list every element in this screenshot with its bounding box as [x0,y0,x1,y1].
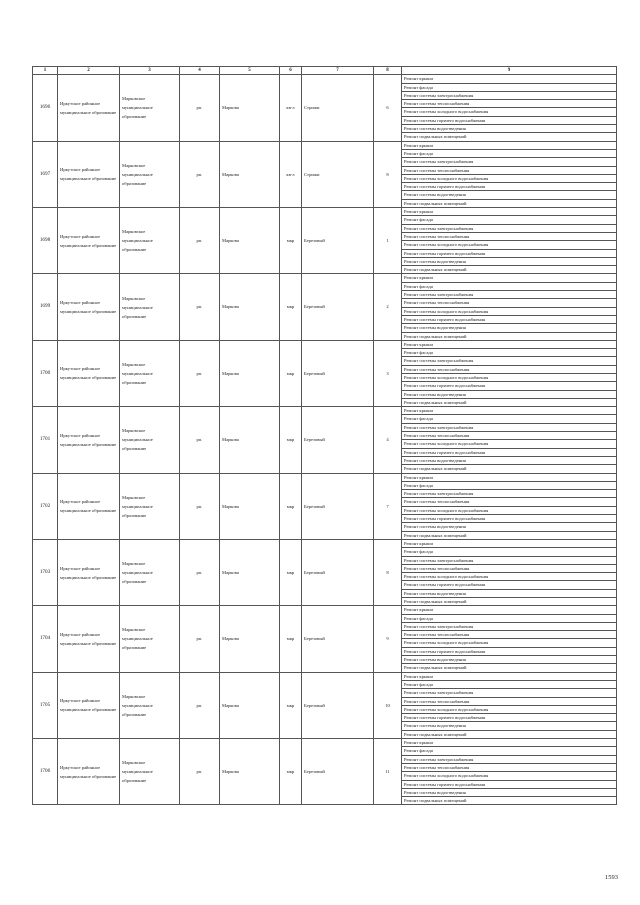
street-cell: Стрижи [302,141,374,207]
table-row [33,208,617,216]
municipality-cell: Марковское муниципальное образование [120,141,180,207]
table-row [33,739,617,747]
work-type-cell: Ремонт системы горячего водоснабжения [402,382,617,390]
work-type-cell: Ремонт системы горячего водоснабжения [402,515,617,523]
work-type-cell: Ремонт системы водоотведения [402,191,617,199]
street-cell: Березовый [302,208,374,274]
work-type-cell: Ремонт системы водоотведения [402,257,617,265]
header-cell-7: 7 [302,67,374,75]
work-type-cell: Ремонт системы горячего водоснабжения [402,116,617,124]
district-cell: Иркутское районное муниципальное образование [58,141,120,207]
table-row [33,539,617,547]
work-type-cell: Ремонт системы теплоснабжения [402,166,617,174]
row-number-cell: 1697 [33,141,58,207]
work-type-cell: Ремонт системы теплоснабжения [402,697,617,705]
street-cell: Березовый [302,739,374,805]
street-type-cell: мкр [280,739,302,805]
work-type-cell: Ремонт системы электроснабжения [402,423,617,431]
street-type-cell: мкр [280,274,302,340]
work-type-cell: Ремонт системы холодного водоснабжения [402,440,617,448]
work-type-cell: Ремонт фасада [402,415,617,423]
district-cell: Иркутское районное муниципальное образование [58,473,120,539]
work-type-cell: Ремонт крыши [402,539,617,547]
work-type-cell: Ремонт системы теплоснабжения [402,432,617,440]
work-type-cell: Ремонт системы холодного водоснабжения [402,573,617,581]
settlement-type-cell: рп. [180,274,220,340]
work-type-cell: Ремонт системы горячего водоснабжения [402,780,617,788]
work-type-cell: Ремонт системы холодного водоснабжения [402,241,617,249]
work-type-cell: Ремонт системы теплоснабжения [402,299,617,307]
work-type-cell: Ремонт системы горячего водоснабжения [402,714,617,722]
header-cell-8: 8 [374,67,402,75]
district-cell: Иркутское районное муниципальное образование [58,407,120,473]
work-type-cell: Ремонт системы теплоснабжения [402,763,617,771]
street-cell: Березовый [302,340,374,406]
work-type-cell: Ремонт подвальных помещений [402,598,617,606]
work-type-cell: Ремонт системы теплоснабжения [402,498,617,506]
table-row [33,606,617,614]
work-type-cell: Ремонт системы горячего водоснабжения [402,183,617,191]
street-cell: Березовый [302,274,374,340]
work-type-cell: Ремонт системы горячего водоснабжения [402,581,617,589]
work-type-cell: Ремонт крыши [402,606,617,614]
work-type-cell: Ремонт системы водоотведения [402,788,617,796]
work-type-cell: Ремонт подвальных помещений [402,531,617,539]
street-type-cell: мкр [280,539,302,605]
district-cell: Иркутское районное муниципальное образование [58,340,120,406]
work-type-cell: Ремонт системы электроснабжения [402,622,617,630]
work-type-cell: Ремонт фасада [402,680,617,688]
work-type-cell: Ремонт системы электроснабжения [402,158,617,166]
settlement-type-cell: рп. [180,739,220,805]
work-type-cell: Ремонт крыши [402,274,617,282]
header-cell-5: 5 [220,67,280,75]
work-type-cell: Ремонт подвальных помещений [402,332,617,340]
street-type-cell: кв-л [280,141,302,207]
street-type-cell: кв-л [280,75,302,141]
header-row [33,67,617,75]
municipality-cell: Марковское муниципальное образование [120,739,180,805]
district-cell: Иркутское районное муниципальное образование [58,75,120,141]
row-number-cell: 1705 [33,672,58,738]
row-number-cell: 1701 [33,407,58,473]
work-type-cell: Ремонт системы электроснабжения [402,755,617,763]
settlement-type-cell: рп. [180,141,220,207]
work-type-cell: Ремонт системы холодного водоснабжения [402,772,617,780]
settlement-cell: Маркова [220,141,280,207]
work-type-cell: Ремонт крыши [402,141,617,149]
row-number-cell: 1699 [33,274,58,340]
header-cell-9: 9 [402,67,617,75]
district-cell: Иркутское районное муниципальное образование [58,539,120,605]
settlement-cell: Маркова [220,340,280,406]
table-row [33,407,617,415]
work-type-cell: Ремонт фасада [402,548,617,556]
settlement-cell: Маркова [220,672,280,738]
house-number-cell: 3 [374,340,402,406]
municipality-cell: Марковское муниципальное образование [120,75,180,141]
municipality-cell: Марковское муниципальное образование [120,539,180,605]
work-type-cell: Ремонт системы водоотведения [402,456,617,464]
settlement-type-cell: рп. [180,539,220,605]
row-number-cell: 1703 [33,539,58,605]
work-type-cell: Ремонт системы электроснабжения [402,357,617,365]
house-number-cell: 1 [374,208,402,274]
district-cell: Иркутское районное муниципальное образование [58,739,120,805]
municipality-cell: Марковское муниципальное образование [120,274,180,340]
work-type-cell: Ремонт подвальных помещений [402,664,617,672]
work-type-cell: Ремонт подвальных помещений [402,730,617,738]
work-type-cell: Ремонт системы водоотведения [402,656,617,664]
street-cell: Березовый [302,672,374,738]
district-cell: Иркутское районное муниципальное образование [58,672,120,738]
work-type-cell: Ремонт подвальных помещений [402,199,617,207]
work-type-cell: Ремонт подвальных помещений [402,133,617,141]
settlement-type-cell: рп. [180,672,220,738]
table-row [33,75,617,83]
work-type-cell: Ремонт фасада [402,614,617,622]
register-table [32,66,617,805]
work-type-cell: Ремонт системы электроснабжения [402,556,617,564]
work-type-cell: Ремонт системы водоотведения [402,125,617,133]
work-type-cell: Ремонт крыши [402,340,617,348]
work-type-cell: Ремонт подвальных помещений [402,797,617,805]
table-row [33,672,617,680]
settlement-type-cell: рп. [180,208,220,274]
settlement-type-cell: рп. [180,407,220,473]
header-cell-4: 4 [180,67,220,75]
work-type-cell: Ремонт системы водоотведения [402,324,617,332]
settlement-cell: Маркова [220,208,280,274]
work-type-cell: Ремонт фасада [402,83,617,91]
table-row [33,274,617,282]
settlement-type-cell: рп. [180,606,220,672]
work-type-cell: Ремонт системы холодного водоснабжения [402,373,617,381]
work-type-cell: Ремонт системы водоотведения [402,390,617,398]
work-type-cell: Ремонт крыши [402,473,617,481]
work-type-cell: Ремонт системы холодного водоснабжения [402,705,617,713]
settlement-type-cell: рп. [180,340,220,406]
row-number-cell: 1702 [33,473,58,539]
table-row [33,473,617,481]
municipality-cell: Марковское муниципальное образование [120,340,180,406]
work-type-cell: Ремонт системы теплоснабжения [402,631,617,639]
work-type-cell: Ремонт системы водоотведения [402,589,617,597]
street-type-cell: мкр [280,407,302,473]
row-number-cell: 1698 [33,208,58,274]
row-number-cell: 1696 [33,75,58,141]
street-cell: Березовый [302,606,374,672]
work-type-cell: Ремонт фасада [402,282,617,290]
house-number-cell: 7 [374,473,402,539]
work-type-cell: Ремонт системы электроснабжения [402,291,617,299]
table-row [33,340,617,348]
work-type-cell: Ремонт системы холодного водоснабжения [402,108,617,116]
work-type-cell: Ремонт крыши [402,407,617,415]
header-cell-2: 2 [58,67,120,75]
house-number-cell: 2 [374,274,402,340]
municipality-cell: Марковское муниципальное образование [120,473,180,539]
street-cell: Березовый [302,473,374,539]
street-cell: Стрижи [302,75,374,141]
row-number-cell: 1706 [33,739,58,805]
street-type-cell: мкр [280,606,302,672]
work-type-cell: Ремонт фасада [402,216,617,224]
street-type-cell: мкр [280,340,302,406]
page-number: 1593 [605,874,618,881]
row-number-cell: 1704 [33,606,58,672]
district-cell: Иркутское районное муниципальное образование [58,606,120,672]
work-type-cell: Ремонт системы теплоснабжения [402,232,617,240]
settlement-cell: Маркова [220,539,280,605]
work-type-cell: Ремонт подвальных помещений [402,398,617,406]
work-type-cell: Ремонт системы холодного водоснабжения [402,639,617,647]
house-number-cell: 9 [374,606,402,672]
municipality-cell: Марковское муниципальное образование [120,606,180,672]
work-type-cell: Ремонт системы теплоснабжения [402,365,617,373]
house-number-cell: 8 [374,141,402,207]
house-number-cell: 10 [374,672,402,738]
district-cell: Иркутское районное муниципальное образование [58,274,120,340]
work-type-cell: Ремонт системы электроснабжения [402,689,617,697]
work-type-cell: Ремонт фасада [402,481,617,489]
work-type-cell: Ремонт крыши [402,75,617,83]
house-number-cell: 8 [374,539,402,605]
header-cell-6: 6 [280,67,302,75]
work-type-cell: Ремонт системы водоотведения [402,523,617,531]
work-type-cell: Ремонт системы холодного водоснабжения [402,174,617,182]
work-type-cell: Ремонт системы горячего водоснабжения [402,315,617,323]
district-cell: Иркутское районное муниципальное образование [58,208,120,274]
work-type-cell: Ремонт фасада [402,747,617,755]
settlement-type-cell: рп. [180,473,220,539]
street-type-cell: мкр [280,672,302,738]
settlement-cell: Маркова [220,274,280,340]
work-type-cell: Ремонт фасада [402,149,617,157]
street-type-cell: мкр [280,208,302,274]
municipality-cell: Марковское муниципальное образование [120,407,180,473]
street-cell: Березовый [302,539,374,605]
work-type-cell: Ремонт системы теплоснабжения [402,564,617,572]
work-type-cell: Ремонт подвальных помещений [402,465,617,473]
house-number-cell: 11 [374,739,402,805]
header-cell-1: 1 [33,67,58,75]
header-cell-3: 3 [120,67,180,75]
work-type-cell: Ремонт системы холодного водоснабжения [402,307,617,315]
settlement-type-cell: рп. [180,75,220,141]
work-type-cell: Ремонт системы горячего водоснабжения [402,448,617,456]
settlement-cell: Маркова [220,606,280,672]
work-type-cell: Ремонт системы электроснабжения [402,224,617,232]
work-type-cell: Ремонт системы горячего водоснабжения [402,249,617,257]
table-row [33,141,617,149]
work-type-cell: Ремонт системы холодного водоснабжения [402,506,617,514]
municipality-cell: Марковское муниципальное образование [120,208,180,274]
row-number-cell: 1700 [33,340,58,406]
work-type-cell: Ремонт системы водоотведения [402,722,617,730]
house-number-cell: 4 [374,407,402,473]
work-type-cell: Ремонт системы горячего водоснабжения [402,647,617,655]
settlement-cell: Маркова [220,473,280,539]
work-type-cell: Ремонт крыши [402,672,617,680]
house-number-cell: 6 [374,75,402,141]
work-type-cell: Ремонт системы электроснабжения [402,490,617,498]
work-type-cell: Ремонт фасада [402,349,617,357]
settlement-cell: Маркова [220,739,280,805]
street-type-cell: мкр [280,473,302,539]
work-type-cell: Ремонт системы электроснабжения [402,91,617,99]
settlement-cell: Маркова [220,75,280,141]
settlement-cell: Маркова [220,407,280,473]
work-type-cell: Ремонт крыши [402,739,617,747]
work-type-cell: Ремонт крыши [402,208,617,216]
municipality-cell: Марковское муниципальное образование [120,672,180,738]
work-type-cell: Ремонт системы теплоснабжения [402,100,617,108]
street-cell: Березовый [302,407,374,473]
work-type-cell: Ремонт подвальных помещений [402,266,617,274]
